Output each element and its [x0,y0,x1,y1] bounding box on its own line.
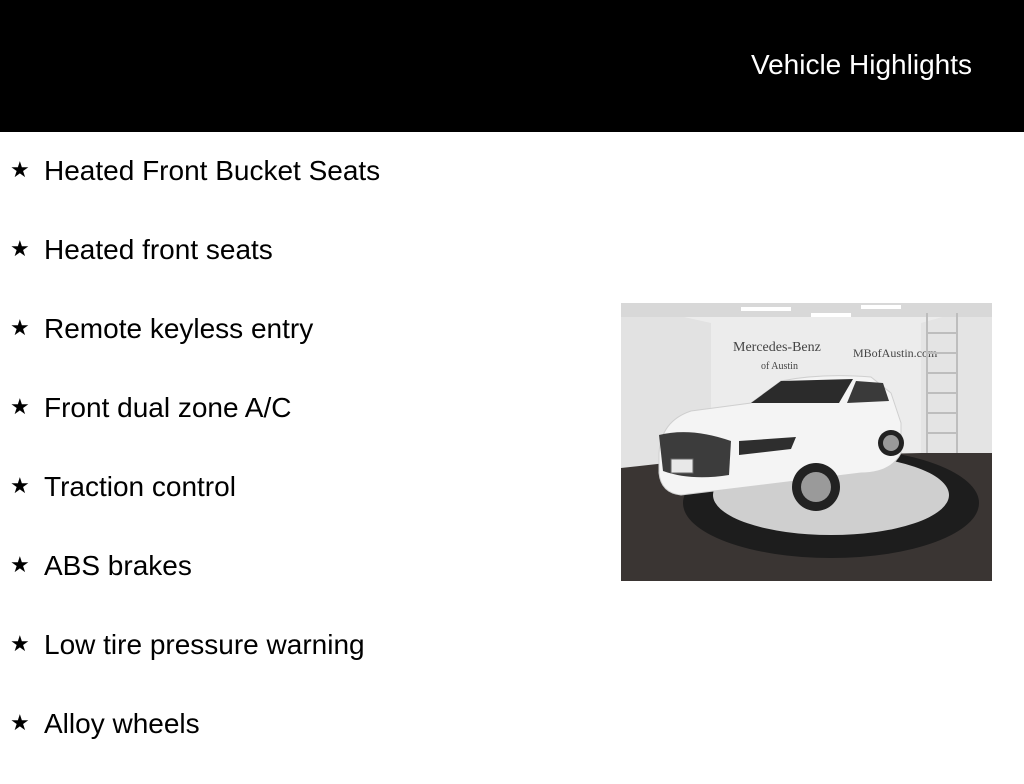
star-icon: ★ [10,552,30,577]
star-icon: ★ [10,710,30,735]
list-item [10,152,600,231]
wall-sign-line2: of Austin [761,361,798,372]
list-item [10,231,600,310]
star-icon: ★ [10,236,30,261]
star-icon: ★ [10,631,30,656]
list-item [10,705,600,784]
list-item [10,468,600,547]
highlight-label: Front dual zone A/C [44,392,292,423]
highlight-label: Remote keyless entry [44,313,314,344]
ceiling-light [741,307,791,311]
highlight-label: Alloy wheels [44,708,200,739]
star-icon: ★ [10,315,30,340]
ceiling-light [861,305,901,309]
highlight-label: Heated Front Bucket Seats [44,155,381,186]
header-bar [0,0,1024,132]
ceiling [621,303,992,317]
star-icon: ★ [10,473,30,498]
list-item [10,626,600,705]
highlight-label: ABS brakes [44,550,192,581]
list-item [10,389,600,468]
wall-sign-url: MBofAustin.com [853,346,938,360]
highlight-label: Traction control [44,471,236,502]
star-icon: ★ [10,394,30,419]
page-title: Vehicle Highlights [750,49,972,80]
list-item [10,310,600,389]
star-icon: ★ [10,157,30,182]
vehicle-photo[interactable] [621,303,992,581]
wall-sign-line1: Mercedes-Benz [733,340,821,355]
highlight-label: Heated front seats [44,234,273,265]
ceiling-light [811,313,851,317]
highlight-label: Low tire pressure warning [44,629,365,660]
highlights-list [10,152,600,784]
list-item [10,547,600,626]
